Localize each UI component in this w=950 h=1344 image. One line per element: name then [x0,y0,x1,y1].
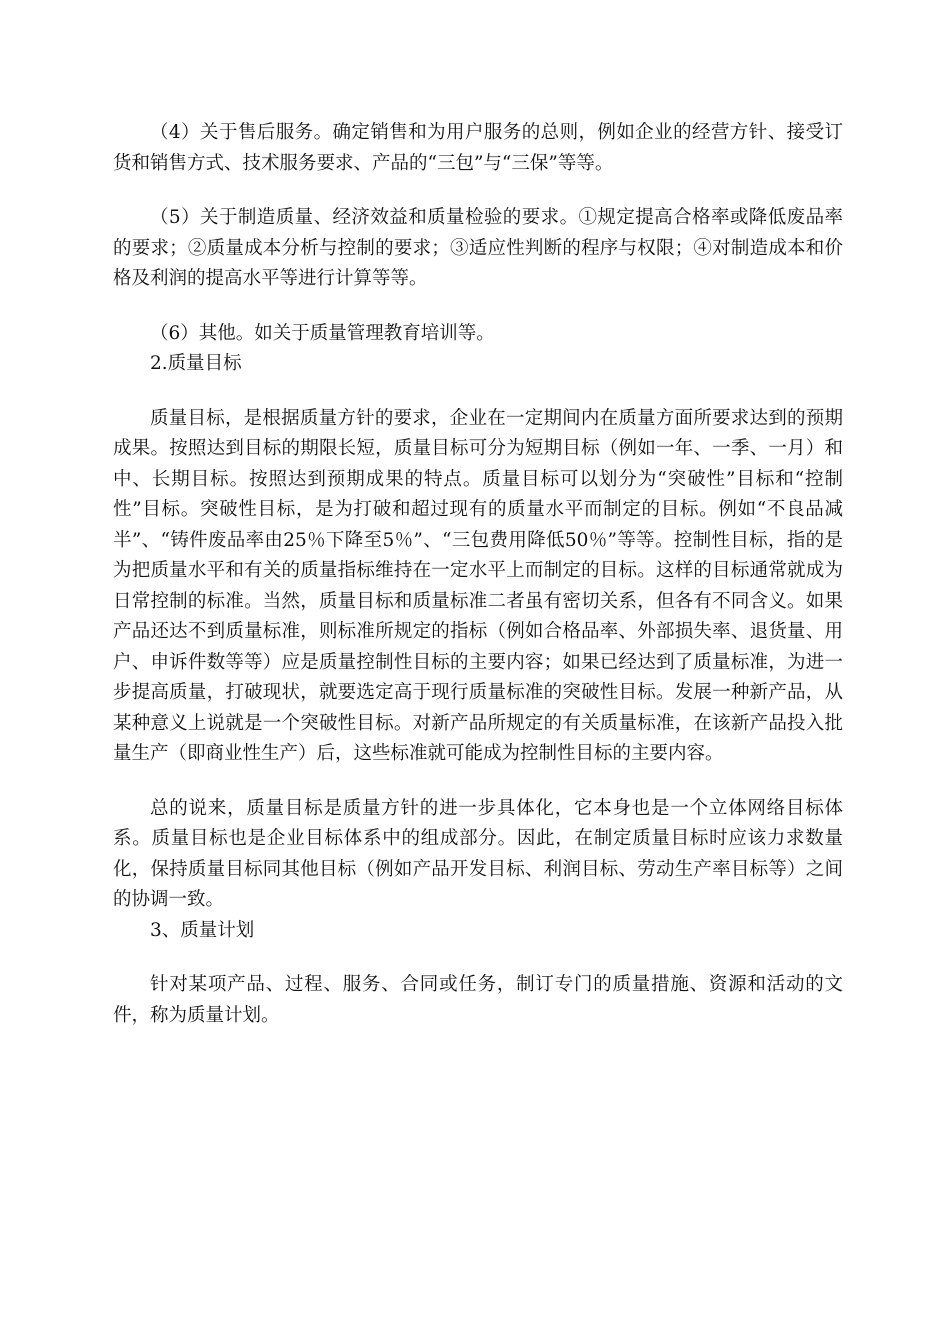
paragraph-other: （6）其他。如关于质量管理教育培训等。 [150,322,495,344]
paragraph-summary: 总的说来，质量目标是质量方针的进一步具体化，它本身也是一个立体网络目标体系。质量目标也是企业目标体系中的组成部分。因此，在制定质量目标时应该力求数量化，保持质量目标同其他目标（例如产品开发目标、利润目标、劳动生产率目标等）之间的协调一致。 [113,797,843,910]
paragraph-manufacturing-quality: （5）关于制造质量、经济效益和质量检验的要求。①规定提高合格率或降低废品率的要求；②质量成本分析与控制的要求；③适应性判断的程序与权限；④对制造成本和价格及利润的提高水平等进行计算等等。 [113,207,843,289]
section-heading-quality-plan: 3、质量计划 [150,919,255,941]
section-heading-quality-objectives: 2.质量目标 [150,353,242,374]
document-body [113,118,843,1031]
paragraph-after-sales-service: （4）关于售后服务。确定销售和为用户服务的总则，例如企业的经营方针、接受订货和销售方式、技术服务要求、产品的“三包”与“三保”等等。 [113,122,843,174]
paragraph-quality-objectives: 质量目标，是根据质量方针的要求，企业在一定期间内在质量方面所要求达到的预期成果。按照达到目标的期限长短，质量目标可分为短期目标（例如一年、一季、一月）和中、长期目标。按照达到预期成果的特点。质量目标可以划分为“突破性”目标和“控制性”目标。突破性目标，是为打破和超过现有的质量水平而制定的目标。例如“不良品减半”、“铸件废品率由25％下降至5％”、“三包费用降低50％”等等。控制性目标，指的是为把质量水平和有关的质量指标维持在一定水平上而制定的目标。这样的目标通常就成为日常控制的标准。当然，质量目标和质量标准二者虽有密切关系，但各有不同含义。如果产品还达不到质量标准，则标准所规定的指标（例如合格品率、外部损失率、退货量、用户、申诉件数等等）应是质量控制性目标的主要内容；如果已经达到了质量标准，为进一步提高质量，打破现状，就要选定高于现行质量标准的突破性目标。发展一种新产品，从某种意义上说就是一个突破性目标。对新产品所规定的有关质量标准，在该新产品投入批量生产（即商业性生产）后，这些标准就可能成为控制性目标的主要内容。 [113,407,843,764]
paragraph-quality-plan: 针对某项产品、过程、服务、合同或任务，制订专门的质量措施、资源和活动的文件，称为质量计划。 [113,974,843,1026]
